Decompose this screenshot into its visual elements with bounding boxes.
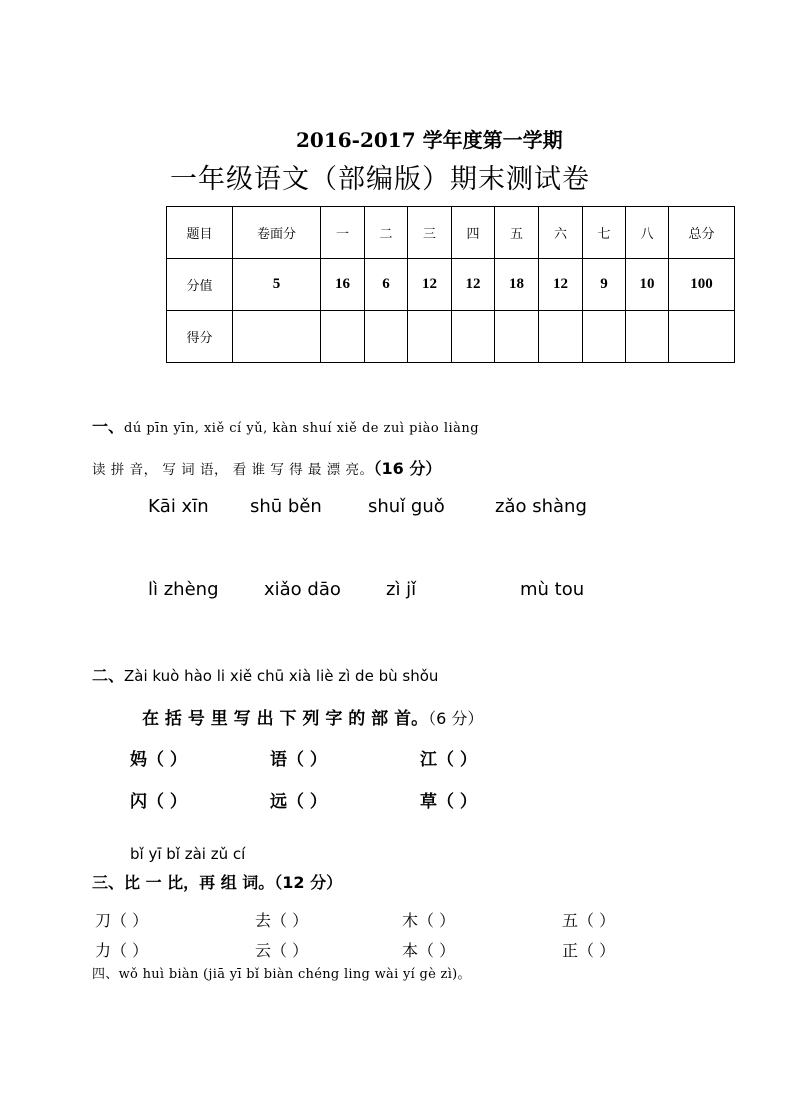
value-cell: 100 xyxy=(669,259,735,311)
q1-word: xiǎo dāo xyxy=(264,579,341,600)
q1-word: zì jǐ xyxy=(386,579,417,600)
header-cell: 五 xyxy=(495,207,539,259)
q1-chinese: 读 拼 音， 写 词 语， 看 谁 写 得 最 漂 亮。 xyxy=(92,462,374,478)
q3-item: 本（ ） xyxy=(402,941,456,960)
header-cell: 二 xyxy=(365,207,408,259)
q3-instruction: 三、比 一 比，再 组 词。（12 分） xyxy=(92,873,343,892)
score-cell[interactable] xyxy=(495,311,539,363)
q2-item: 江（ ） xyxy=(420,750,477,770)
q1-pinyin: dú pīn yīn, xiě cí yǔ, kàn shuí xiě de zuì piào liàng xyxy=(124,421,480,436)
q3-item: 力（ ） xyxy=(95,941,149,960)
score-table xyxy=(166,206,735,363)
score-cell[interactable] xyxy=(365,311,408,363)
header-cell: 三 xyxy=(408,207,452,259)
exam-title-year: 2016-2017 学年度第一学期 xyxy=(296,128,563,152)
q1-instruction-pinyin xyxy=(92,414,479,437)
value-cell: 12 xyxy=(452,259,495,311)
q2-instruction xyxy=(142,704,483,729)
score-cell[interactable] xyxy=(583,311,626,363)
value-cell: 5 xyxy=(233,259,321,311)
exam-title: 一年级语文（部编版）期末测试卷 xyxy=(170,164,590,195)
value-cell: 10 xyxy=(626,259,669,311)
value-cell: 18 xyxy=(495,259,539,311)
q2-number: 二、 xyxy=(92,666,125,685)
value-cell: 12 xyxy=(539,259,583,311)
score-table-value-row xyxy=(167,259,735,311)
value-cell: 16 xyxy=(321,259,365,311)
q3-item: 正（ ） xyxy=(562,941,616,960)
q3-item: 五（ ） xyxy=(562,911,616,930)
q3-item: 木（ ） xyxy=(402,911,456,930)
q3-pinyin: bǐ yī bǐ zài zǔ cí xyxy=(130,845,246,863)
q2-item: 远（ ） xyxy=(270,792,327,812)
score-cell[interactable] xyxy=(321,311,365,363)
q2-points: （6 分） xyxy=(428,709,484,728)
q2-item: 草（ ） xyxy=(420,792,477,812)
header-cell: 一 xyxy=(321,207,365,259)
q1-word: Kāi xīn xyxy=(148,496,209,517)
q1-instruction xyxy=(92,456,441,479)
header-cell: 七 xyxy=(583,207,626,259)
score-row-label: 得分 xyxy=(167,311,233,363)
q2-item: 妈（ ） xyxy=(130,750,187,770)
q2-item: 闪（ ） xyxy=(130,792,187,812)
q3-item: 去（ ） xyxy=(255,911,309,930)
q3-item: 刀（ ） xyxy=(95,911,149,930)
value-cell: 9 xyxy=(583,259,626,311)
header-cell: 题目 xyxy=(167,207,233,259)
q2-item: 语（ ） xyxy=(270,750,327,770)
q2-chinese: 在 括 号 里 写 出 下 列 字 的 部 首。 xyxy=(142,709,429,729)
header-cell: 总分 xyxy=(669,207,735,259)
score-cell[interactable] xyxy=(452,311,495,363)
score-cell[interactable] xyxy=(408,311,452,363)
score-table-header-row xyxy=(167,207,735,259)
header-cell: 卷面分 xyxy=(233,207,321,259)
value-cell: 6 xyxy=(365,259,408,311)
q2-pinyin: Zài kuò hào li xiě chū xià liè zì de bù shǒu xyxy=(124,667,439,685)
value-cell: 12 xyxy=(408,259,452,311)
q1-word: shū běn xyxy=(250,496,322,517)
header-cell: 八 xyxy=(626,207,669,259)
score-table-score-row xyxy=(167,311,735,363)
q1-word: shuǐ guǒ xyxy=(368,496,445,517)
score-cell[interactable] xyxy=(539,311,583,363)
q1-word: zǎo shàng xyxy=(495,496,587,517)
q1-points: （16 分） xyxy=(373,459,442,478)
q1-word: lì zhèng xyxy=(148,579,219,600)
q1-word: mù tou xyxy=(520,579,585,600)
value-row-label: 分值 xyxy=(167,259,233,311)
q3-item: 云（ ） xyxy=(255,941,309,960)
header-cell: 六 xyxy=(539,207,583,259)
score-cell[interactable] xyxy=(669,311,735,363)
header-cell: 四 xyxy=(452,207,495,259)
score-cell[interactable] xyxy=(626,311,669,363)
q1-number: 一、 xyxy=(92,417,125,436)
q4-instruction: 四、wǒ huì biàn (jiā yī bǐ biàn chéng ling wài yí gè zì)。 xyxy=(92,967,471,982)
q2-instruction-pinyin xyxy=(92,663,438,686)
score-cell[interactable] xyxy=(233,311,321,363)
